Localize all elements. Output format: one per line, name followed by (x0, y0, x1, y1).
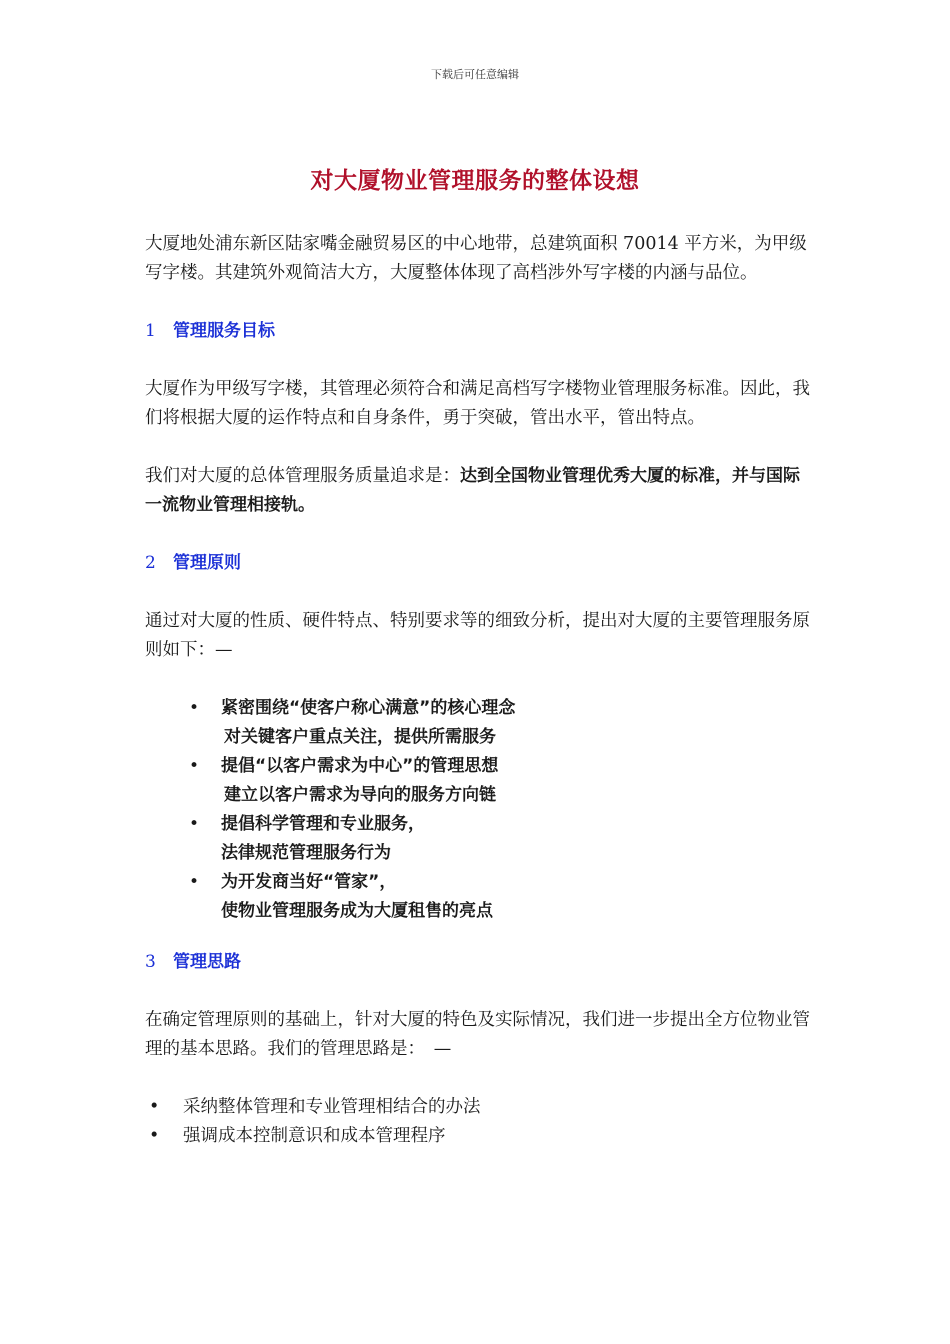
principle-title: 提倡科学管理和专业服务， (221, 814, 425, 834)
section-number: 2 (145, 553, 156, 573)
idea-text: 采纳整体管理和专业管理相结合的办法 (183, 1097, 481, 1117)
principle-title: 紧密围绕“使客户称心满意”的核心理念 (221, 698, 516, 718)
principle-detail: 对关键客户重点关注，提供所需服务 (224, 727, 496, 747)
idea-text: 强调成本控制意识和成本管理程序 (183, 1126, 446, 1146)
section-1-heading (145, 317, 810, 346)
section-3-paragraph: 在确定管理原则的基础上，针对大厦的特色及实际情况，我们进一步提出全方位物业管理的基本思路。我们的管理思路是： — (145, 1010, 810, 1059)
principle-detail: 法律规范管理服务行为 (221, 843, 391, 863)
section-1-paragraph: 大厦作为甲级写字楼，其管理必须符合和满足高档写字楼物业管理服务标准。因此，我们将根据大厦的运作特点和自身条件，勇于突破，管出水平，管出特点。 (145, 379, 810, 428)
section-1-quality-goal (145, 462, 810, 520)
list-item (145, 810, 810, 868)
bullet: • (189, 872, 200, 892)
document-body (145, 230, 810, 1151)
bullet: • (149, 1126, 160, 1146)
ideas-list (145, 1093, 810, 1151)
section-2-paragraph: 通过对大厦的性质、硬件特点、特别要求等的细致分析，提出对大厦的主要管理服务原则如下：— (145, 611, 810, 660)
document-title: 对大厦物业管理服务的整体设想 (310, 168, 640, 194)
header-note: 下载后可任意编辑 (431, 68, 519, 81)
principle-detail: 建立以客户需求为导向的服务方向链 (224, 785, 496, 805)
principle-title: 提倡“以客户需求为中心”的管理思想 (221, 756, 499, 776)
list-item (145, 1093, 810, 1122)
bullet: • (149, 1097, 160, 1117)
section-title: 管理服务目标 (173, 321, 275, 341)
bullet: • (189, 756, 200, 776)
quality-goal-emphasis: 达到全国物业管理优秀大厦的标准，并与国际一流物业管理相接轨。 (145, 466, 800, 515)
list-item (145, 752, 810, 810)
list-item (145, 868, 810, 926)
list-item (145, 694, 810, 752)
bullet: • (189, 814, 200, 834)
principle-detail: 使物业管理服务成为大厦租售的亮点 (221, 901, 493, 921)
section-title: 管理原则 (173, 553, 241, 573)
section-3-heading (145, 948, 810, 977)
section-number: 1 (145, 321, 156, 341)
section-number: 3 (145, 952, 156, 972)
section-title: 管理思路 (173, 952, 241, 972)
intro-paragraph: 大厦地处浦东新区陆家嘴金融贸易区的中心地带，总建筑面积 70014 平方米，为甲级写字楼。其建筑外观简洁大方，大厦整体体现了高档涉外写字楼的内涵与品位。 (145, 234, 807, 283)
bullet: • (189, 698, 200, 718)
section-2-heading (145, 549, 810, 578)
quality-goal-prefix: 我们对大厦的总体管理服务质量追求是： (145, 466, 460, 486)
list-item (145, 1122, 810, 1151)
principle-title: 为开发商当好“管家”， (221, 872, 397, 892)
principles-list (145, 694, 810, 926)
